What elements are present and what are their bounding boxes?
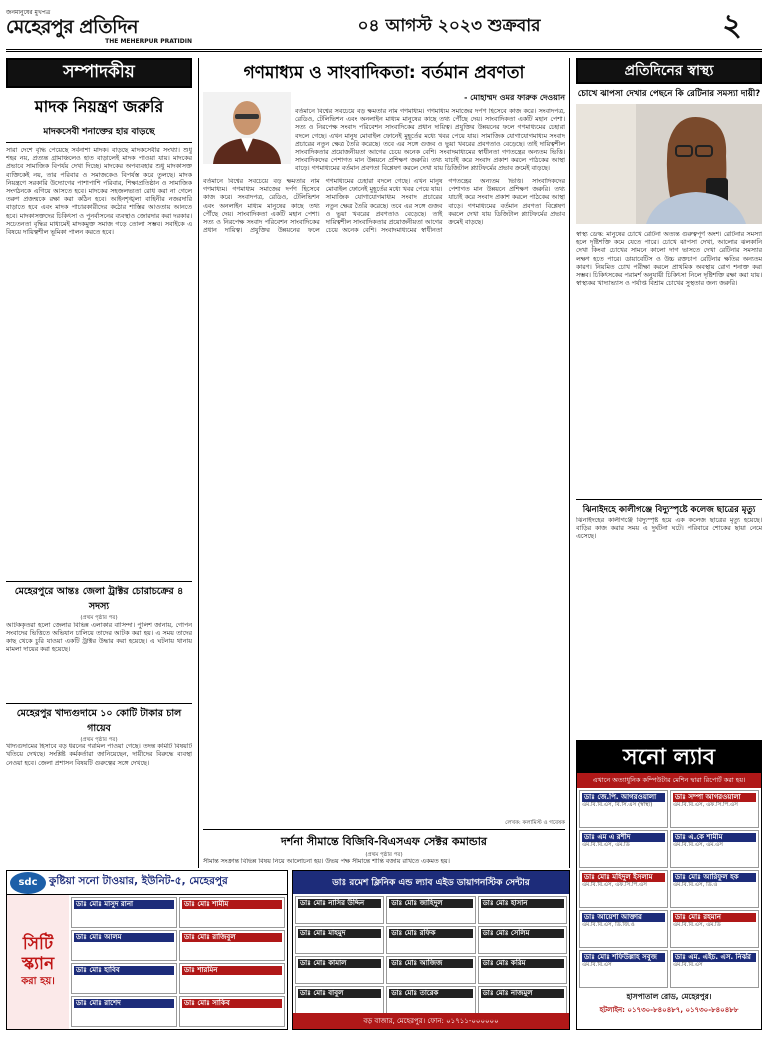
kushtia-doctor-name: ডাঃ মোঃ রাশেদ <box>74 999 174 1008</box>
kushtia-doctor-card <box>71 996 177 1027</box>
sono-doctor-name: ডাঃ মোঃ মহিদুল ইসলাম <box>582 873 665 882</box>
city-scan-label: সিটি স্ক্যান <box>21 933 55 974</box>
kushtia-doctor-card <box>71 930 177 961</box>
kushtia-doctor-name: ডাঃ মোঃ হাবিব <box>74 966 174 975</box>
sono-lab-ad <box>576 740 762 1030</box>
sono-phone: হটলাইন: ০১৭৩০-৮৪০৪৮৭, ০১৭৩০-৮৪০৪৮৮ <box>599 1006 739 1014</box>
ramesh-doctor-card <box>295 986 384 1014</box>
ramesh-doctor-name: ডাঃ মোঃ রফিক <box>389 929 472 938</box>
health-section-title: প্রতিদিনের স্বাস্থ্য <box>576 58 762 84</box>
sono-doctor-card <box>670 910 759 948</box>
ramesh-doctor-name: ডাঃ মোঃ সেলিম <box>481 929 564 938</box>
center-body-intro: বর্তমানে বিশ্বের সবচেয়ে বড় ক্ষমতার নাম গণমাধ্যম। গণমাধ্যম সমাজের দর্পণ হিসেবে কাজ করে। সংবাদপত্র, রেডিও, টেলিভিশন এবং অনলাইন মাধ্যম মানুষের কাছে তথ্য পৌঁছে দেয়। সাংবাদিকতা একটি মহান পেশা। সত্য ও নিরপেক্ষ সংবাদ পরিবেশন সাংবাদিকের প্রধান দায়িত্ব। প্রযুক্তির উন্নয়নের ফলে গণমাধ্যমের চেহারা বদলে গেছে। এখন মানুষ মোবাইল ফোনেই মুহূর্তের মধ্যে খবর পেয়ে যায়। সামাজিক যোগাযোগমাধ্যম সংবাদ প্রচারের নতুন ক্ষেত্র তৈরি করেছে। তবে এর সঙ্গে গুজব ও ভুয়া খবরের প্রবণতাও বেড়েছে। তাই দায়িত্বশীল সাংবাদিকতার প্রয়োজনীয়তা আগের চেয়ে অনেক বেশি। সংবাদমাধ্যমের স্বাধীনতা গণতন্ত্রের অন্যতম ভিত্তি। সাংবাদিকদের পেশাগত মান উন্নয়নে প্রশিক্ষণ জরুরি। তথ্য যাচাই করে সংবাদ প্রকাশ করলে পাঠকের আস্থা বাড়ে। গণমাধ্যমের বর্তমান প্রবণতা বিশ্লেষণ করলে দেখা যায় ডিজিটাল প্ল্যাটফর্মের প্রভাব ক্রমেই বাড়ছে। <box>295 108 565 173</box>
center-author-note: লেখক: কলামিস্ট ও গবেষক <box>505 820 565 826</box>
sono-doctor-degree: এম.বি.বি.এস <box>582 962 612 969</box>
sono-doctor-degree: এম.বি.বি.এস, এম.ডি <box>673 922 721 929</box>
ramesh-doctor-card <box>295 956 384 984</box>
kushtia-doctor-card <box>179 996 285 1027</box>
sono-doctor-degree: এম.বি.বি.এস, ডি.ও <box>673 882 718 889</box>
sono-doctor-name: ডাঃ এম এ রশীদ <box>582 833 665 842</box>
ramesh-doctor-card <box>478 956 567 984</box>
center-column <box>198 58 570 868</box>
ramesh-title: ডাঃ রমেশ ক্লিনিক এন্ড ল্যাব এইড ডায়াগনস্টিক সেন্টার <box>293 871 569 894</box>
sono-doctor-card <box>579 830 668 868</box>
news-trucker-body: আটককৃতরা হলো জেলার বিভিন্ন এলাকার বাসিন্দা। পুলিশ জানায়, গোপন সংবাদের ভিত্তিতে অভিযান চালিয়ে তাদের আটক করা হয়। এ সময় তাদের কাছ থেকে চুরি যাওয়া একটি ট্রাক্টর উদ্ধার করা হয়েছে। এ ঘটনায় থানায় মামলা দায়ের করা হয়েছে। <box>6 621 192 654</box>
kushtia-doctor-name: ডাঃ মোঃ শামীম <box>182 900 282 909</box>
ramesh-doctor-card <box>478 926 567 954</box>
ramesh-doctor-name: ডাঃ মোঃ আজিজ <box>389 959 472 968</box>
sono-doctor-degree: এম.বি.বি.এস, এফ.সি.পি.এস <box>673 802 738 809</box>
sono-doctor-card <box>579 950 668 988</box>
page-number: ২ <box>722 8 742 43</box>
editorial-column <box>6 58 192 853</box>
sono-doctor-card <box>579 790 668 828</box>
border-sub: (প্রথম পৃষ্ঠার পর) <box>365 851 403 858</box>
border-body: সীমান্ত সংক্রান্ত বিভিন্ন বিষয় নিয়ে আলোচনা হয়। উভয় পক্ষ সীমান্তে শান্তি বজায় রাখতে একমত হয়। <box>203 858 450 866</box>
ramesh-doctor-card <box>386 986 475 1014</box>
editorial-subhead: মাদকসেবী শনাক্তের হার বাড়ছে <box>6 124 192 143</box>
sono-doctor-name: ডাঃ মোঃ রহমান <box>673 913 756 922</box>
center-byline: - মোহাম্মদ ওমর ফারুক দেওয়ান <box>464 93 565 102</box>
kushtia-doctor-name: ডাঃ মোঃ রাজিবুল <box>182 933 282 942</box>
sono-doctor-degree: এম.বি.বি.এস, এম.এস <box>673 842 723 849</box>
sono-doctor-name: ডাঃ মোঃ শফিউল্লাহ সবুজ <box>582 953 665 962</box>
ramesh-doctor-card <box>386 926 475 954</box>
sono-doctor-name: ডাঃ সম্পা আগরওয়ালা <box>673 793 756 802</box>
kaliganj-headline: ঝিনাইদহে কালীগঞ্জে বিদ্যুস্পৃষ্টে কলেজ ছাত্রের মৃত্যু <box>582 505 756 515</box>
kushtia-doctor-name: ডাঃ শারমিন <box>182 966 282 975</box>
sono-lab-subtitle: এখানে অত্যাধুনিক কম্পিউটার মেশিন দ্বারা রিপোর্ট করা হয়। <box>577 773 761 788</box>
ramesh-doctor-name: ডাঃ মোঃ মাহমুদ <box>298 929 381 938</box>
sono-doctor-card <box>579 910 668 948</box>
ramesh-doctor-name: ডাঃ মোঃ জাহিদুল <box>389 899 472 908</box>
health-body: স্বাস্থ্য ডেস্ক: মানুষের চোখে রেটিনা অত্যন্ত গুরুত্বপূর্ণ অংশ। রেটিনার সমস্যা হলে দৃষ্টিশক্তি কমে যেতে পারে। চোখে ঝাপসা দেখা, আলোর ঝলকানি দেখা কিংবা চোখের সামনে কালো দাগ ভাসতে দেখা রেটিনার সমস্যার লক্ষণ হতে পারে। ডায়াবেটিস ও উচ্চ রক্তচাপ রেটিনার ক্ষতির অন্যতম কারণ। নিয়মিত চোখ পরীক্ষা করলে প্রাথমিক অবস্থায় রোগ শনাক্ত করা সম্ভব। চিকিৎসকের পরামর্শ অনুযায়ী চিকিৎসা নিলে দৃষ্টিশক্তি রক্ষা করা যায়। স্বাস্থ্যকর খাদ্যাভ্যাস ও পর্যাপ্ত বিশ্রাম চোখের সুস্থতার জন্য জরুরি। <box>576 231 762 288</box>
kushtia-title: কুষ্টিয়া সনো টাওয়ার, ইউনিট-৫, মেহেরপুর <box>49 875 228 887</box>
ramesh-doctor-name: ডাঃ মোঃ নাসির উদ্দিন <box>298 899 381 908</box>
editorial-headline: মাদক নিয়ন্ত্রণ জরুরি <box>34 97 164 116</box>
sono-doctor-degree: এম.বি.বি.এস, এম.ডি <box>582 842 630 849</box>
kushtia-doctor-name: ডাঃ মোঃ আলম <box>74 933 174 942</box>
author-photo <box>203 92 291 164</box>
kushtia-doctor-card <box>71 963 177 994</box>
sono-doctors-grid <box>577 788 761 990</box>
ramesh-doctor-card <box>478 896 567 924</box>
sono-doctor-name: ডাঃ এম. এইচ. এস. নির্ঝর <box>673 953 756 962</box>
ramesh-doctor-name: ডাঃ মোঃ বাবুল <box>298 989 381 998</box>
masthead <box>6 4 762 52</box>
sono-doctor-name: ডাঃ জে.পি. আগরওয়ালা <box>582 793 665 802</box>
sono-address: হাসপাতাল রোড, মেহেরপুর। <box>626 992 712 1001</box>
ramesh-doctor-card <box>478 986 567 1014</box>
mast-logo <box>6 4 196 49</box>
health-headline: চোখে ঝাপসা দেখার পেছনে কি রেটিনার সমস্যা দায়ী? <box>577 89 761 99</box>
kushtia-doctor-card <box>179 963 285 994</box>
kushtia-sono-ad <box>6 870 288 1030</box>
health-photo <box>576 104 762 224</box>
ramesh-doctor-card <box>386 896 475 924</box>
ramesh-doctor-name: ডাঃ মোঃ কামাল <box>298 959 381 968</box>
sono-doctor-card <box>670 950 759 988</box>
ramesh-doctor-card <box>386 956 475 984</box>
kushtia-doctor-card <box>179 930 285 961</box>
sdc-logo: sdc <box>10 872 46 894</box>
ramesh-doctor-name: ডাঃ মোঃ নাজমুল <box>481 989 564 998</box>
mast-name-en: THE MEHERPUR PRATIDIN <box>105 37 192 45</box>
editorial-body: সারা দেশে বৃদ্ধি পেয়েছে সর্বনাশা মাদক। বাড়ছে মাদকসেবীর সংখ্যা। শুধু শহর নয়, প্রত্যন্ত গ্রামাঞ্চলেও হাত বাড়ালেই মাদক পাওয়া যায়। মাদকের প্রভাবে সামাজিক বিপর্যয় দেখা দিচ্ছে। মাদকের অপব্যবহার শুধু মাদকাসক্ত ব্যক্তিকেই নয়, তার পরিবার ও সমাজকেও বিপর্যস্ত করে তুলছে। মাদক নিয়ন্ত্রণে সরকারি উদ্যোগের পাশাপাশি পরিবার, শিক্ষাপ্রতিষ্ঠান ও সামাজিক সংগঠনকে এগিয়ে আসতে হবে। মাদকের সহজলভ্যতা রোধ করা না গেলে তরুণ প্রজন্মকে রক্ষা করা কঠিন হবে। আইনশৃঙ্খলা বাহিনীর নজরদারি বাড়াতে হবে এবং মাদক পাচারকারীদের কঠোর শাস্তির আওতায় আনতে হবে। মাদকাসক্তদের চিকিৎসা ও পুনর্বাসনের ব্যবস্থাও জোরদার করা দরকার। সচেতনতা বৃদ্ধির মাধ্যমেই মাদকমুক্ত সমাজ গড়ে তোলা সম্ভব। সবাইকে এ বিষয়ে দায়িত্বশীল ভূমিকা পালন করতে হবে। <box>6 147 192 237</box>
mast-name: মেহেরপুর প্রতিদিন <box>6 15 138 38</box>
sono-doctor-name: ডাঃ মোঃ আরিফুল হক <box>673 873 756 882</box>
kushtia-doctor-card <box>179 897 285 928</box>
kushtia-doctors-grid <box>69 895 287 1029</box>
news-trucker-sub: (প্রথম পৃষ্ঠার পর) <box>80 615 118 621</box>
ramesh-doctor-name: ডাঃ মোঃ করিম <box>481 959 564 968</box>
issue-date: ০৪ আগস্ট ২০২৩ শুক্রবার <box>357 15 541 36</box>
border-headline: দর্শনা সীমান্তে বিজিবি-বিএসএফ সেক্টর কমান্ডার <box>281 834 487 848</box>
sono-doctor-card <box>670 870 759 908</box>
kushtia-doctor-name: ডাঃ মোঃ সাকিব <box>182 999 282 1008</box>
kushtia-doctor-name: ডাঃ মোঃ মাসুদ রানা <box>74 900 174 909</box>
sono-doctor-degree: এম.বি.বি.এস, ডি.জি.ও <box>582 922 635 929</box>
sono-doctor-card <box>579 870 668 908</box>
mast-tagline: জনমানুষের মুখপত্র <box>6 8 51 16</box>
ramesh-clinic-ad <box>292 870 570 1030</box>
ramesh-doctor-name: ডাঃ মোঃ হাসান <box>481 899 564 908</box>
city-scan-sub: করা হয়। <box>21 975 55 987</box>
ramesh-footer: বড় বাজার, মেহেরপুর। ফোন: ০১৭১১-০০০০০০ <box>293 1013 569 1029</box>
sono-doctor-card <box>670 830 759 868</box>
news-godown-body: খাদ্যগুদামের হিসাবে বড় ধরনের গরমিল পাওয়া গেছে। তদন্ত কমিটি বিষয়টি খতিয়ে দেখছে। সংশ্লিষ্ট কর্মকর্তারা জানিয়েছেন, দায়ীদের বিরুদ্ধে ব্যবস্থা নেওয়া হবে। জেলা প্রশাসন বিষয়টি গুরুত্বের সঙ্গে দেখছে। <box>6 743 192 767</box>
kushtia-doctor-card <box>71 897 177 928</box>
sono-lab-title: সনো ল্যাব <box>577 741 761 773</box>
sono-doctor-degree: এম.বি.বি.এস <box>673 962 703 969</box>
health-column <box>576 58 762 568</box>
center-headline: গণমাধ্যম ও সাংবাদিকতা: বর্তমান প্রবণতা <box>243 63 525 83</box>
ramesh-doctor-card <box>295 896 384 924</box>
sono-doctor-card <box>670 790 759 828</box>
sono-doctor-name: ডাঃ আয়েশা আক্তার <box>582 913 665 922</box>
ramesh-doctor-card <box>295 926 384 954</box>
sono-doctor-degree: এম.বি.বি.এস, এফ.সি.পি.এস <box>582 882 647 889</box>
ramesh-doctor-name: ডাঃ মোঃ তারেক <box>389 989 472 998</box>
sono-doctor-degree: এম.বি.বি.এস, বি.সি.এস (স্বাস্থ্য) <box>582 802 653 809</box>
editorial-section-title: সম্পাদকীয় <box>6 58 192 88</box>
news-godown-sub: (প্রথম পৃষ্ঠার পর) <box>80 736 118 743</box>
sono-doctor-name: ডাঃ এ.কে শামীম <box>673 833 756 842</box>
news-godown-headline: মেহেরপুর খাদ্যগুদামে ১০ কোটি টাকার চাল গায়েব <box>16 707 182 734</box>
news-trucker-headline: মেহেরপুরে আন্তঃ জেলা ট্রাক্টর চোরাচক্রের ৪ সদস্য <box>14 586 184 612</box>
ramesh-doctors-grid <box>293 894 569 1016</box>
kaliganj-body: ঝিনাইদহের কালীগঞ্জে বিদ্যুস্পৃষ্ট হয়ে এক কলেজ ছাত্রের মৃত্যু হয়েছে। বাড়ির কাজ করার সময় এ দুর্ঘটনা ঘটে। পরিবারে শোকের ছায়া নেমে এসেছে। <box>576 517 762 541</box>
center-body: বর্তমানে বিশ্বের সবচেয়ে বড় ক্ষমতার নাম গণমাধ্যম। গণমাধ্যম সমাজের দর্পণ হিসেবে কাজ করে। সংবাদপত্র, রেডিও, টেলিভিশন এবং অনলাইন মাধ্যম মানুষের কাছে তথ্য পৌঁছে দেয়। সাংবাদিকতা একটি মহান পেশা। সত্য ও নিরপেক্ষ সংবাদ পরিবেশন সাংবাদিকের প্রধান দায়িত্ব। প্রযুক্তির উন্নয়নের ফলে গণমাধ্যমের চেহারা বদলে গেছে। এখন মানুষ মোবাইল ফোনেই মুহূর্তের মধ্যে খবর পেয়ে যায়। সামাজিক যোগাযোগমাধ্যম সংবাদ প্রচারের নতুন ক্ষেত্র তৈরি করেছে। তবে এর সঙ্গে গুজব ও ভুয়া খবরের প্রবণতাও বেড়েছে। তাই দায়িত্বশীল সাংবাদিকতার প্রয়োজনীয়তা আগের চেয়ে অনেক বেশি। সংবাদমাধ্যমের স্বাধীনতা গণতন্ত্রের অন্যতম ভিত্তি। সাংবাদিকদের পেশাগত মান উন্নয়নে প্রশিক্ষণ জরুরি। তথ্য যাচাই করে সংবাদ প্রকাশ করলে পাঠকের আস্থা বাড়ে। গণমাধ্যমের বর্তমান প্রবণতা বিশ্লেষণ করলে দেখা যায় ডিজিটাল প্ল্যাটফর্মের প্রভাব ক্রমেই বাড়ছে। <box>203 178 565 235</box>
